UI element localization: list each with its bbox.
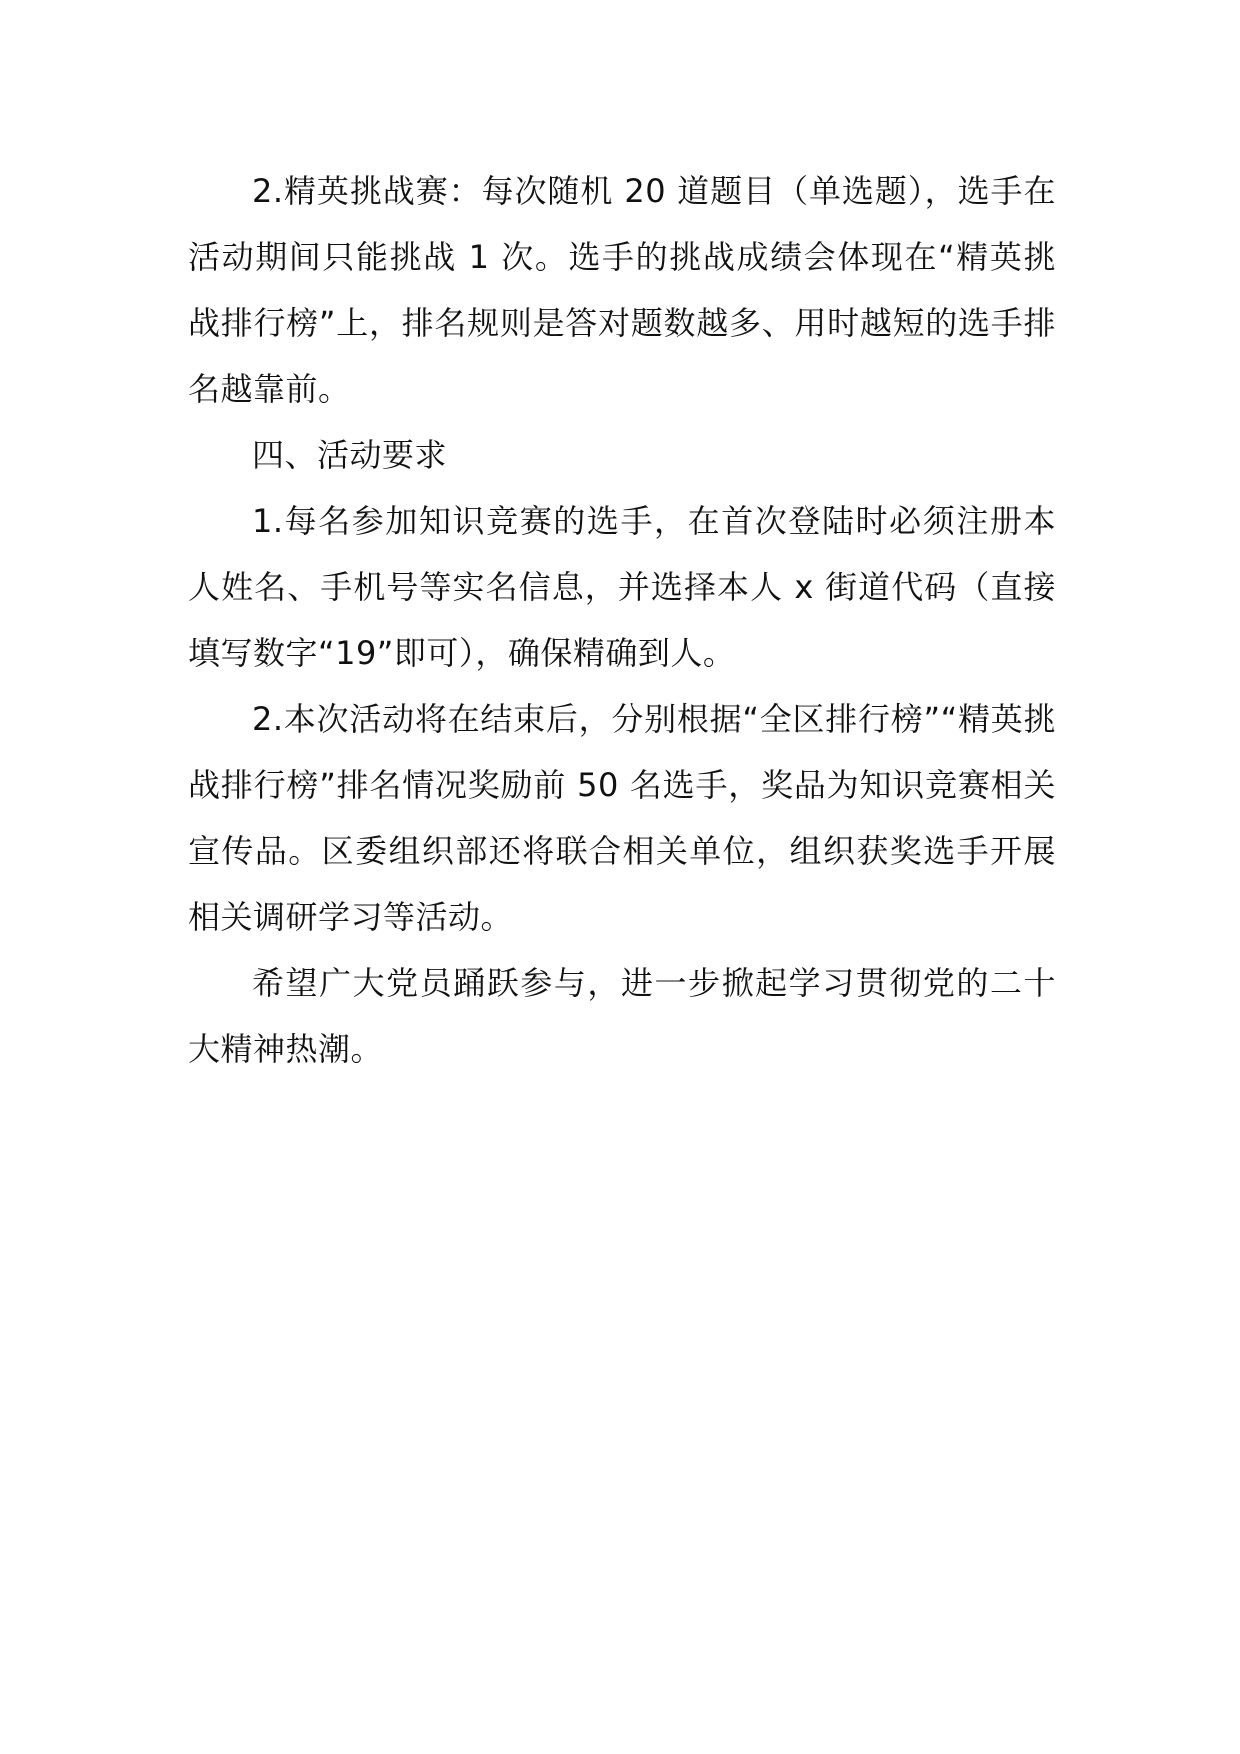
paragraph-elite-challenge: 2.精英挑战赛：每次随机 20 道题目（单选题），选手在活动期间只能挑战 1 次。选手的挑战成绩会体现在“精英挑战排行榜”上，排名规则是答对题数越多、用时越短的选手排名越靠前。	[188, 172, 1056, 408]
paragraph-registration: 1.每名参加知识竞赛的选手，在首次登陆时必须注册本人姓名、手机号等实名信息，并选择本人 x 街道代码（直接填写数字“19”即可），确保精确到人。	[188, 502, 1056, 672]
section-heading-requirements: 四、活动要求	[252, 436, 448, 474]
paragraph-closing: 希望广大党员踊跃参与，进一步掀起学习贯彻党的二十大精神热潮。	[188, 964, 1056, 1068]
document-body	[188, 158, 1056, 1082]
paragraph-awards: 2.本次活动将在结束后，分别根据“全区排行榜”“精英挑战排行榜”排名情况奖励前 50 名选手，奖品为知识竞赛相关宣传品。区委组织部还将联合相关单位，组织获奖选手开展相关调研学习等活动。	[188, 700, 1056, 936]
